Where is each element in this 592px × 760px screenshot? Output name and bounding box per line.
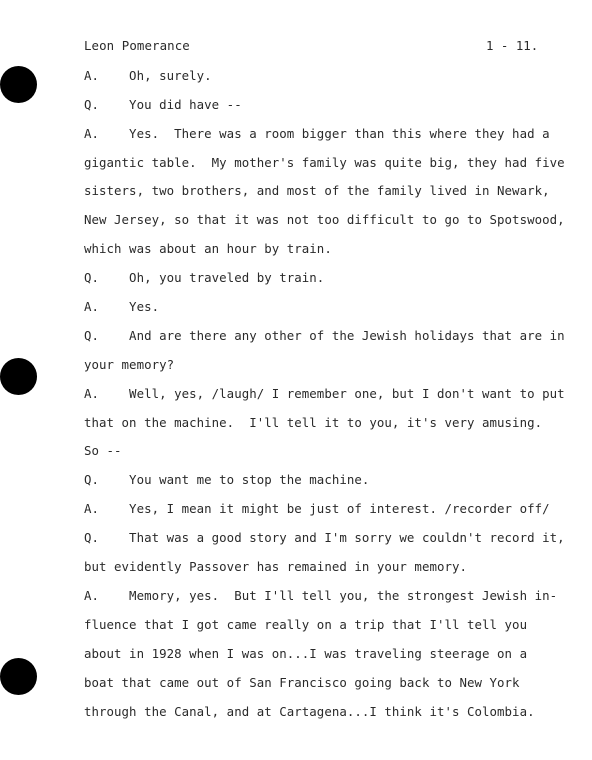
transcript-line: Q. That was a good story and I'm sorry we couldn't record it, — [84, 530, 565, 545]
interviewee-name: Leon Pomerance — [84, 38, 190, 53]
transcript-line: A. Yes, I mean it might be just of interest. /recorder off/ — [84, 501, 550, 516]
transcript-line: Q. Oh, you traveled by train. — [84, 270, 325, 285]
transcript-line: gigantic table. My mother's family was quite big, they had five — [84, 155, 565, 170]
transcript-line: boat that came out of San Francisco going back to New York — [84, 675, 520, 690]
page-number: 1 - 11. — [486, 38, 539, 53]
punch-hole-middle — [0, 358, 37, 395]
punch-hole-bottom — [0, 658, 37, 695]
transcript-line: Q. You did have -- — [84, 97, 242, 112]
punch-hole-top — [0, 66, 37, 103]
transcript-line: sisters, two brothers, and most of the family lived in Newark, — [84, 183, 550, 198]
transcript-line: Q. And are there any other of the Jewish holidays that are in — [84, 328, 565, 343]
transcript-line: A. Memory, yes. But I'll tell you, the strongest Jewish in- — [84, 588, 558, 603]
transcript-line: fluence that I got came really on a trip that I'll tell you — [84, 617, 528, 632]
transcript-line: which was about an hour by train. — [84, 241, 332, 256]
transcript-line: Q. You want me to stop the machine. — [84, 472, 370, 487]
transcript-line: that on the machine. I'll tell it to you, it's very amusing. — [84, 415, 543, 430]
transcript-line: but evidently Passover has remained in your memory. — [84, 559, 467, 574]
transcript-line: through the Canal, and at Cartagena...I think it's Colombia. — [84, 704, 535, 719]
transcript-line: So -- — [84, 443, 122, 458]
transcript-line: about in 1928 when I was on...I was traveling steerage on a — [84, 646, 528, 661]
transcript-line: A. Yes. There was a room bigger than this where they had a — [84, 126, 550, 141]
transcript-line: A. Oh, surely. — [84, 68, 212, 83]
transcript-line: your memory? — [84, 357, 175, 372]
transcript-line: A. Well, yes, /laugh/ I remember one, but I don't want to put — [84, 386, 565, 401]
transcript-line: A. Yes. — [84, 299, 160, 314]
transcript-line: New Jersey, so that it was not too difficult to go to Spotswood, — [84, 212, 565, 227]
